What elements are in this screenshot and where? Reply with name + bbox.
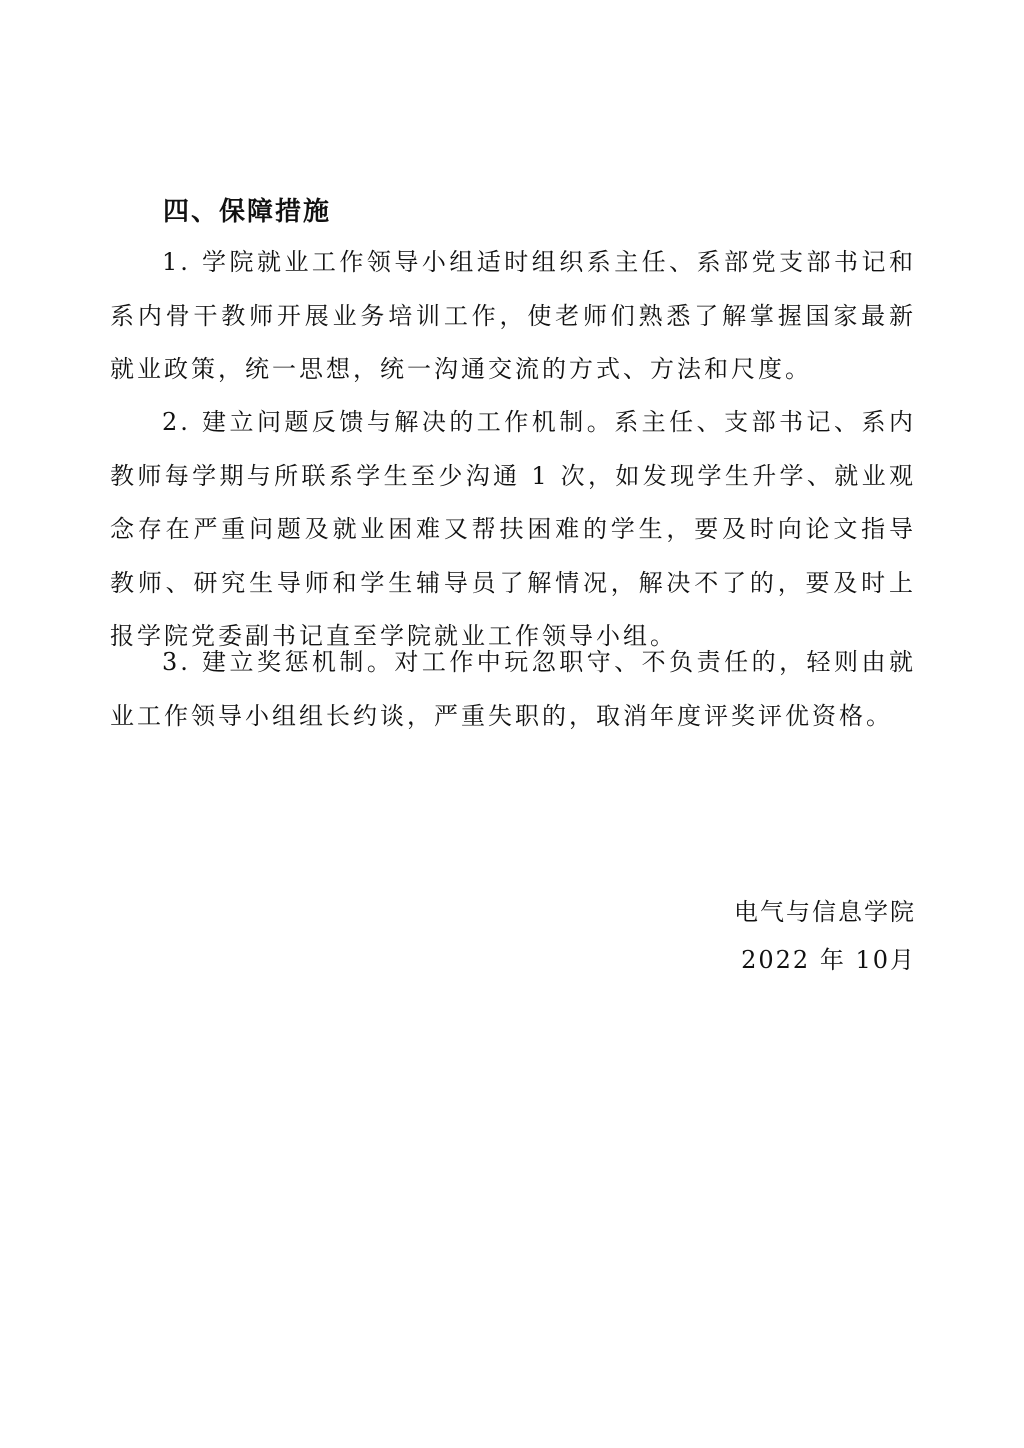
- signature-block: [734, 888, 916, 984]
- section-heading: 四、保障措施: [163, 197, 332, 227]
- paragraph-3: 3. 建立奖惩机制。对工作中玩忽职守、不负责任的，轻则由就业工作领导小组组长约谈，严重失职的，取消年度评奖评优资格。: [110, 648, 916, 730]
- signature-organization: 电气与信息学院: [734, 898, 916, 926]
- signature-date: 2022 年 10月: [741, 946, 916, 974]
- paragraph-2: 2. 建立问题反馈与解决的工作机制。系主任、支部书记、系内教师每学期与所联系学生至少沟通 1 次，如发现学生升学、就业观念存在严重问题及就业困难又帮扶困难的学生，要及时向论文指导教师、研究生导师和学生辅导员了解情况，解决不了的，要及时上报学院党委副书记直至学院就业工作领导小组。: [110, 408, 916, 650]
- paragraph-1: 1. 学院就业工作领导小组适时组织系主任、系部党支部书记和系内骨干教师开展业务培训工作，使老师们熟悉了解掌握国家最新就业政策，统一思想，统一沟通交流的方式、方法和尺度。: [110, 248, 916, 383]
